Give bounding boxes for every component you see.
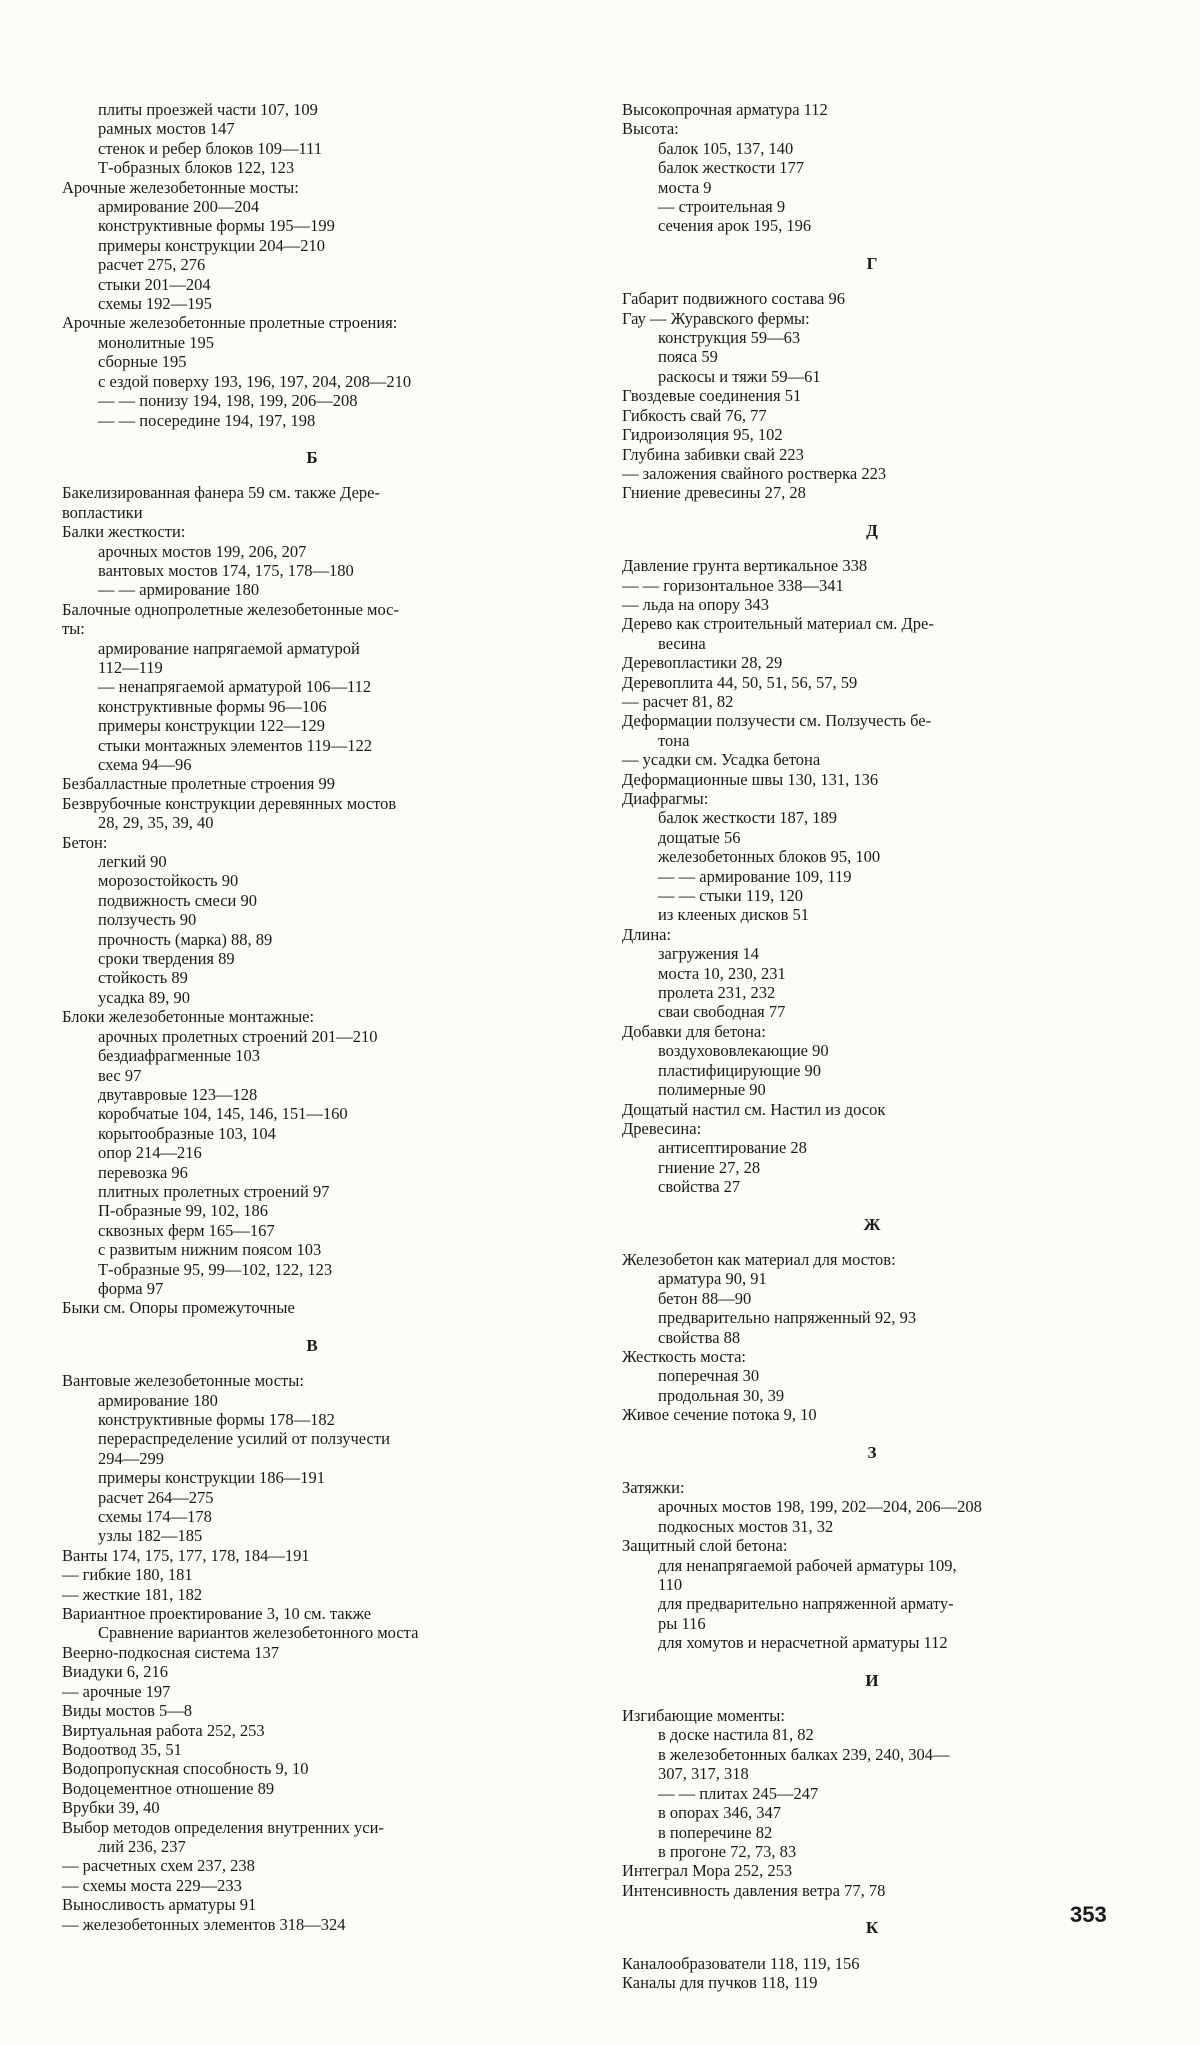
index-entry: Бетон: xyxy=(62,832,108,852)
index-entry: Арочные железобетонные мосты: xyxy=(62,177,299,197)
index-subentry: вес 97 xyxy=(98,1065,142,1085)
index-entry: Гибкость свай 76, 77 xyxy=(622,405,767,425)
section-letter: Г xyxy=(866,253,878,273)
index-subentry: пластифицирующие 90 xyxy=(658,1060,822,1080)
index-entry: Вариантное проектирование 3, 10 см. также xyxy=(62,1604,372,1624)
index-subentry: предварительно напряженный 92, 93 xyxy=(658,1308,917,1328)
index-subentry: бетон 88—90 xyxy=(658,1288,752,1308)
index-subentry: примеры конструкции 204—210 xyxy=(98,235,326,255)
index-subentry: — — плитах 245—247 xyxy=(658,1783,819,1803)
index-subentry: сборные 195 xyxy=(98,352,187,372)
index-subentry: конструктивные формы 96—106 xyxy=(98,696,327,716)
index-subentry: расчет 275, 276 xyxy=(98,255,206,275)
index-subentry: — ненапрягаемой арматурой 106—112 xyxy=(98,677,372,697)
index-subentry: усадка 89, 90 xyxy=(98,987,190,1007)
index-entry: Гниение древесины 27, 28 xyxy=(622,483,806,503)
index-entry: Железобетон как материал для мостов: xyxy=(622,1249,896,1269)
index-entry: Гидроизоляция 95, 102 xyxy=(622,425,783,445)
index-entry: Каналообразователи 118, 119, 156 xyxy=(622,1953,860,1973)
index-subentry: для предварительно напряженной армату- xyxy=(658,1594,954,1614)
index-subentry: схемы 192—195 xyxy=(98,294,212,314)
index-subentry: моста 10, 230, 231 xyxy=(658,963,786,983)
index-subentry: стыки 201—204 xyxy=(98,274,211,294)
index-entry: — расчетных схем 237, 238 xyxy=(62,1856,255,1876)
index-entry: Виртуальная работа 252, 253 xyxy=(62,1720,265,1740)
index-subentry: — строительная 9 xyxy=(658,197,786,217)
index-subentry: поперечная 30 xyxy=(658,1366,760,1386)
index-entry: Деформации ползучести см. Ползучесть бе- xyxy=(622,711,932,731)
index-subentry: сроки твердения 89 xyxy=(98,949,235,969)
section-letter: И xyxy=(865,1670,879,1690)
index-entry: — гибкие 180, 181 xyxy=(62,1565,193,1585)
index-subentry: армирование 180 xyxy=(98,1390,218,1410)
index-entry: Давление грунта вертикальное 338 xyxy=(622,556,868,576)
index-subentry: — — стыки 119, 120 xyxy=(658,886,803,906)
index-subentry: примеры конструкции 186—191 xyxy=(98,1468,326,1488)
index-subentry: гниение 27, 28 xyxy=(658,1157,761,1177)
index-subentry: пояса 59 xyxy=(658,347,718,367)
index-entry: Гвоздевые соединения 51 xyxy=(622,386,802,406)
index-entry: Выносливость арматуры 91 xyxy=(62,1895,257,1915)
index-entry: Дерево как строительный материал см. Дре- xyxy=(622,614,934,634)
index-subentry: конструктивные формы 195—199 xyxy=(98,216,335,236)
index-entry: Высокопрочная арматура 112 xyxy=(622,100,828,119)
index-subentry: с ездой поверху 193, 196, 197, 204, 208—210 xyxy=(98,371,412,391)
index-subentry: армирование напрягаемой арматурой xyxy=(98,638,360,658)
index-entry: Деревопластики 28, 29 xyxy=(622,653,783,673)
index-subentry: Т-образных блоков 122, 123 xyxy=(98,158,295,178)
index-subentry: свойства 88 xyxy=(658,1327,741,1347)
index-subentry: плиты проезжей части 107, 109 xyxy=(98,100,318,119)
index-subentry: корытообразные 103, 104 xyxy=(98,1123,276,1143)
index-entry: Балочные однопролетные железобетонные мос- xyxy=(62,599,399,619)
page-number: 353 xyxy=(1070,1902,1107,1927)
index-subentry: дощатые 56 xyxy=(658,827,741,847)
index-subentry: рамных мостов 147 xyxy=(98,119,235,139)
index-subentry: примеры конструкции 122—129 xyxy=(98,716,326,736)
index-entry: Изгибающие моменты: xyxy=(622,1706,785,1726)
index-column-right xyxy=(622,100,1122,1992)
index-subentry: балок жесткости 177 xyxy=(658,158,805,178)
index-entry: Затяжки: xyxy=(622,1478,685,1497)
index-entry: Арочные железобетонные пролетные строения: xyxy=(62,313,398,333)
index-subentry: сваи свободная 77 xyxy=(658,1002,786,1022)
index-entry: Каналы для пучков 118, 119 xyxy=(622,1972,818,1992)
index-entry: — льда на опору 343 xyxy=(622,594,769,614)
index-entry: Жесткость моста: xyxy=(622,1346,746,1366)
index-entry: Деревоплита 44, 50, 51, 56, 57, 59 xyxy=(622,672,858,692)
index-subentry: арочных пролетных строений 201—210 xyxy=(98,1026,378,1046)
index-subentry: 28, 29, 35, 39, 40 xyxy=(98,813,214,833)
index-entry: Водоцементное отношение 89 xyxy=(62,1778,275,1798)
index-subentry: монолитные 195 xyxy=(98,332,214,352)
index-entry: Длина: xyxy=(622,924,672,944)
index-subentry: в доске настила 81, 82 xyxy=(658,1725,814,1745)
index-subentry: форма 97 xyxy=(98,1278,164,1298)
index-entry: Габарит подвижного состава 96 xyxy=(622,289,845,309)
index-entry: Виды мостов 5—8 xyxy=(62,1701,193,1721)
section-letter: З xyxy=(867,1442,877,1462)
index-entry: Добавки для бетона: xyxy=(622,1021,766,1041)
index-subentry: прочность (марка) 88, 89 xyxy=(98,929,273,949)
index-entry: Дощатый настил см. Настил из досок xyxy=(622,1099,886,1119)
index-subentry: конструкция 59—63 xyxy=(658,328,801,348)
section-letter: В xyxy=(306,1335,318,1355)
index-subentry: в опорах 346, 347 xyxy=(658,1803,781,1823)
index-column-left xyxy=(62,100,562,1934)
index-subentry: вантовых мостов 174, 175, 178—180 xyxy=(98,560,354,580)
index-subentry: — — армирование 109, 119 xyxy=(658,866,852,886)
index-entry: Бакелизированная фанера 59 см. также Дере- xyxy=(62,483,380,503)
index-entry: Блоки железобетонные монтажные: xyxy=(62,1007,315,1027)
index-subentry: воздухововлекающие 90 xyxy=(658,1041,829,1061)
index-subentry: из клееных дисков 51 xyxy=(658,905,810,925)
index-entry: вопластики xyxy=(62,502,143,522)
index-subentry: опор 214—216 xyxy=(98,1143,202,1163)
index-entry: — усадки см. Усадка бетона xyxy=(622,750,821,770)
index-entry: Вантовые железобетонные мосты: xyxy=(62,1371,304,1391)
index-entry: — схемы моста 229—233 xyxy=(62,1875,242,1895)
index-entry: — — горизонтальное 338—341 xyxy=(622,575,844,595)
index-entry: Веерно-подкосная система 137 xyxy=(62,1642,280,1662)
index-entry: Живое сечение потока 9, 10 xyxy=(622,1405,817,1425)
index-entry: Интенсивность давления ветра 77, 78 xyxy=(622,1880,886,1900)
index-subentry: в прогоне 72, 73, 83 xyxy=(658,1841,797,1861)
index-entry: — заложения свайного ростверка 223 xyxy=(622,463,887,483)
index-subentry: загружения 14 xyxy=(658,944,760,964)
index-subentry: Т-образные 95, 99—102, 122, 123 xyxy=(98,1259,333,1279)
section-letter: Б xyxy=(306,447,318,467)
index-entry: Быки см. Опоры промежуточные xyxy=(62,1298,295,1318)
index-subentry: перевозка 96 xyxy=(98,1162,188,1182)
index-subentry: сечения арок 195, 196 xyxy=(658,216,812,236)
index-subentry: бездиафрагменные 103 xyxy=(98,1046,260,1066)
index-subentry: двутавровые 123—128 xyxy=(98,1084,258,1104)
index-entry: Интеграл Мора 252, 253 xyxy=(622,1861,793,1881)
index-subentry: в железобетонных балках 239, 240, 304— xyxy=(658,1744,950,1764)
index-subentry: для ненапрягаемой рабочей арматуры 109, xyxy=(658,1555,957,1575)
index-subentry: тона xyxy=(658,730,690,750)
index-subentry: арматура 90, 91 xyxy=(658,1269,767,1289)
index-subentry: — — армирование 180 xyxy=(98,580,260,600)
index-subentry: арочных мостов 199, 206, 207 xyxy=(98,541,307,561)
index-entry: Безврубочные конструкции деревянных мостов xyxy=(62,793,397,813)
index-entry: Деформационные швы 130, 131, 136 xyxy=(622,769,879,789)
index-entry: Ванты 174, 175, 177, 178, 184—191 xyxy=(62,1545,310,1565)
index-subentry: ползучесть 90 xyxy=(98,910,197,930)
index-subentry: расчет 264—275 xyxy=(98,1487,214,1507)
index-subentry: коробчатые 104, 145, 146, 151—160 xyxy=(98,1104,348,1124)
index-subentry: подкосных мостов 31, 32 xyxy=(658,1516,834,1536)
index-entry: Выбор методов определения внутренних уси- xyxy=(62,1817,384,1837)
index-subentry: для хомутов и нерасчетной арматуры 112 xyxy=(658,1633,948,1653)
index-entry: Водоотвод 35, 51 xyxy=(62,1739,182,1759)
index-entry: — расчет 81, 82 xyxy=(622,691,734,711)
index-entry: — жесткие 181, 182 xyxy=(62,1584,203,1604)
index-subentry: 112—119 xyxy=(98,657,163,677)
index-subentry: стыки монтажных элементов 119—122 xyxy=(98,735,373,755)
index-subentry: стойкость 89 xyxy=(98,968,188,988)
index-subentry: схема 94—96 xyxy=(98,755,192,774)
index-entry: Балки жесткости: xyxy=(62,522,186,542)
index-entry: Древесина: xyxy=(622,1118,702,1138)
index-subentry: балок жесткости 187, 189 xyxy=(658,808,838,828)
index-subentry: 294—299 xyxy=(98,1448,164,1468)
index-entry: — железобетонных элементов 318—324 xyxy=(62,1914,346,1934)
index-subentry: П-образные 99, 102, 186 xyxy=(98,1201,269,1221)
section-letter: Д xyxy=(866,520,878,540)
index-subentry: — — понизу 194, 198, 199, 206—208 xyxy=(98,391,358,411)
index-subentry: Сравнение вариантов железобетонного моста xyxy=(98,1623,419,1643)
index-subentry: ры 116 xyxy=(658,1613,706,1633)
index-entry: Диафрагмы: xyxy=(622,789,709,808)
index-subentry: арочных мостов 198, 199, 202—204, 206—208 xyxy=(658,1497,982,1517)
index-subentry: схемы 174—178 xyxy=(98,1507,212,1527)
index-subentry: лий 236, 237 xyxy=(98,1836,186,1856)
index-subentry: с развитым нижним поясом 103 xyxy=(98,1240,322,1260)
index-subentry: пролета 231, 232 xyxy=(658,983,776,1003)
index-subentry: легкий 90 xyxy=(98,852,167,872)
index-entry: — арочные 197 xyxy=(62,1681,171,1701)
index-subentry: весина xyxy=(658,633,706,653)
index-subentry: свойства 27 xyxy=(658,1177,741,1197)
index-subentry: 307, 317, 318 xyxy=(658,1764,749,1784)
index-subentry: железобетонных блоков 95, 100 xyxy=(658,847,881,867)
index-entry: Безбалластные пролетные строения 99 xyxy=(62,774,335,794)
index-subentry: продольная 30, 39 xyxy=(658,1385,785,1405)
index-entry: Виадуки 6, 216 xyxy=(62,1662,169,1682)
index-entry: Водопропускная способность 9, 10 xyxy=(62,1759,309,1779)
index-subentry: антисептирование 28 xyxy=(658,1138,807,1158)
index-subentry: армирование 200—204 xyxy=(98,197,260,217)
index-entry: Высота: xyxy=(622,119,679,139)
index-entry: Защитный слой бетона: xyxy=(622,1536,788,1556)
index-subentry: раскосы и тяжи 59—61 xyxy=(658,366,821,386)
index-subentry: сквозных ферм 165—167 xyxy=(98,1220,275,1240)
index-subentry: 110 xyxy=(658,1575,683,1595)
index-subentry: узлы 182—185 xyxy=(98,1526,203,1546)
index-subentry: моста 9 xyxy=(658,177,712,197)
index-subentry: морозостойкость 90 xyxy=(98,871,239,891)
index-subentry: стенок и ребер блоков 109—111 xyxy=(98,138,323,158)
index-subentry: — — посередине 194, 197, 198 xyxy=(98,410,316,430)
index-subentry: балок 105, 137, 140 xyxy=(658,138,794,158)
index-entry: Гау — Журавского фермы: xyxy=(622,308,810,328)
index-subentry: перераспределение усилий от ползучести xyxy=(98,1429,390,1449)
index-entry: Врубки 39, 40 xyxy=(62,1798,160,1818)
index-subentry: подвижность смеси 90 xyxy=(98,890,257,910)
index-subentry: плитных пролетных строений 97 xyxy=(98,1181,330,1201)
index-subentry: полимерные 90 xyxy=(658,1080,766,1100)
index-subentry: конструктивные формы 178—182 xyxy=(98,1410,335,1429)
section-letter: К xyxy=(865,1918,879,1938)
index-subentry: в поперечине 82 xyxy=(658,1822,773,1842)
index-entry: ты: xyxy=(62,619,85,639)
section-letter: Ж xyxy=(863,1214,881,1234)
index-entry: Глубина забивки свай 223 xyxy=(622,444,804,464)
